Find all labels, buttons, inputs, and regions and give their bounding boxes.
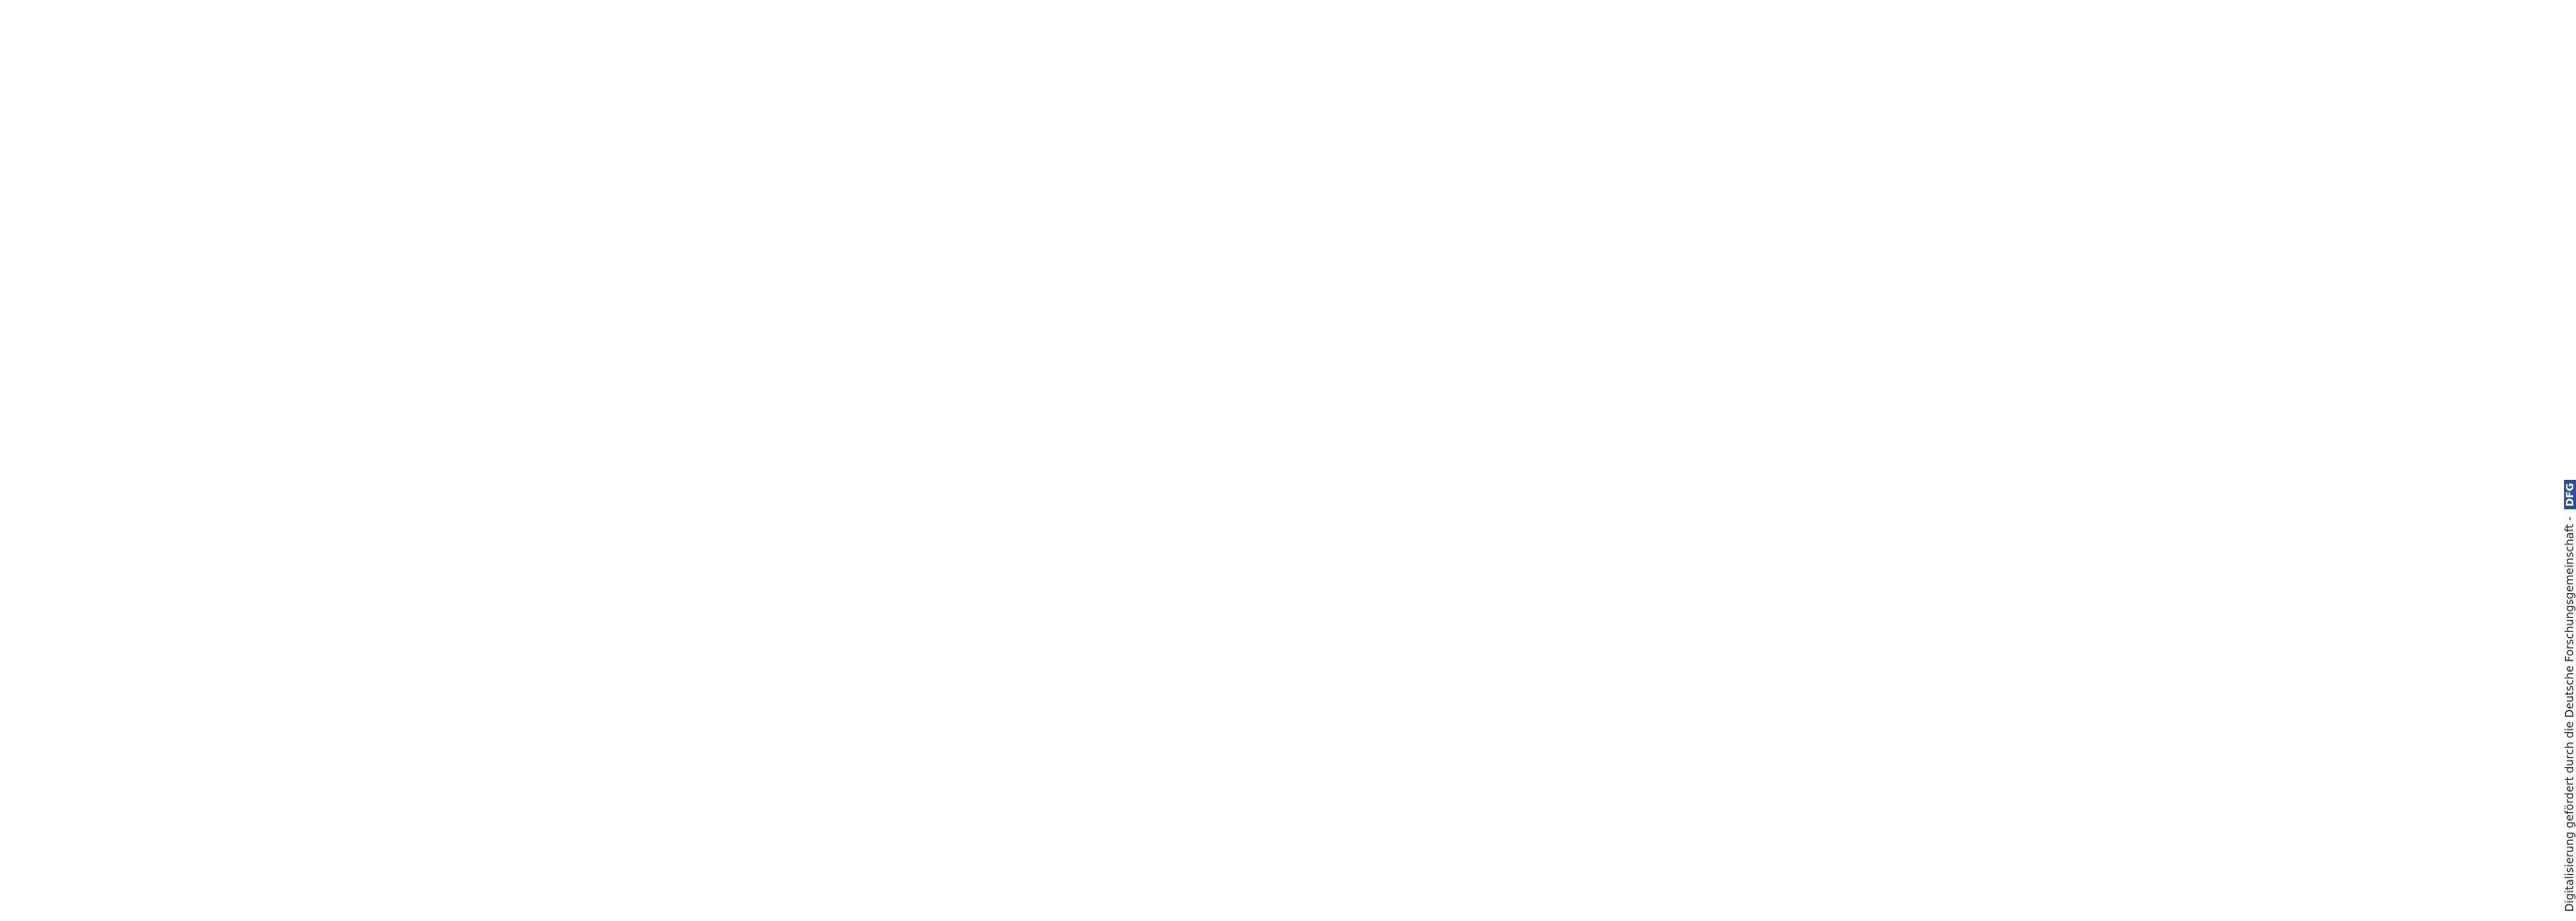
dfg-logo: DFG	[2564, 480, 2576, 509]
digitization-credit-text	[2563, 480, 2576, 912]
digitization-note: Digitalisierung gefördert durch die Deutsche Forschungsgemeinschaft -	[2563, 516, 2576, 912]
digitization-credit	[1266, 0, 2576, 921]
